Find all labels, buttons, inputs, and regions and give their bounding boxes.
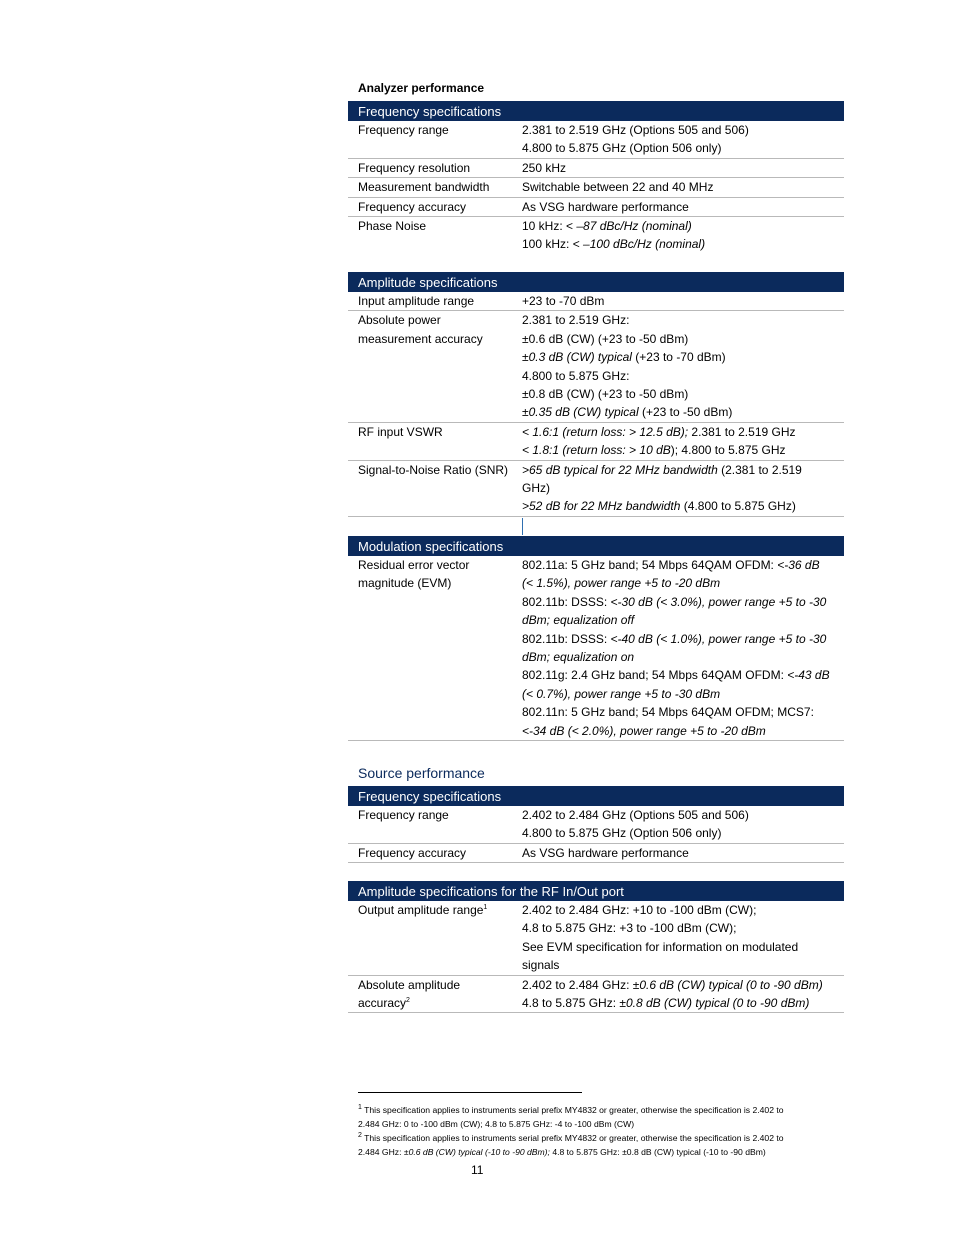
table-row: Absolute amplitude accuracy$^2$ 2.402 to 2.484 GHz: ±0.6 dB (CW) typical (0 to -90 dBm) 4.8 to 5.875 GHz: ±0.8 dB (CW) typical (0 to -90 dBm)	[348, 976, 844, 1014]
table-row: Signal-to-Noise Ratio (SNR) >65 dB typical for 22 MHz bandwidth (2.381 to 2.519 GHz) >52 dB for 22 MHz bandwidth (4.800 to 5.875 GHz)	[348, 461, 844, 517]
footnote-ref: 1	[483, 904, 488, 911]
table-row: Frequency accuracy As VSG hardware performance	[348, 844, 844, 863]
modulation-header: Modulation specifications	[348, 536, 844, 556]
table-row: Measurement bandwidth Switchable between 22 and 40 MHz	[348, 178, 844, 197]
text-cursor	[522, 518, 523, 535]
analyzer-amplitude-header: Amplitude specifications	[348, 272, 844, 292]
modulation-table	[348, 536, 844, 741]
source-amplitude-table	[348, 881, 844, 1013]
source-title: Source performance	[358, 765, 485, 781]
table-row: Residual error vector magnitude (EVM) 802.11a: 5 GHz band; 54 Mbps 64QAM OFDM: <-36 dB (< 1.5%), power range +5 to -20 dBm 802.11b: DSSS: <-30 dB (< 3.0%), power range +5 to -30 dBm; equalization off 802.11b: DSSS: <-40 dB (< 1.0%), power range +5 to -30 dBm; equalization on 802.11g: 2.4 GHz band; 54 Mbps 64QAM OFDM: <-43 dB (< 0.7%), power range +5 to -30 dBm 802.11n: 5 GHz band; 54 Mbps 64QAM OFDM; MCS7: <-34 dB (< 2.0%), power range +5 to -20 dBm	[348, 556, 844, 741]
table-row: Frequency range 2.402 to 2.484 GHz (Options 505 and 506) 4.800 to 5.875 GHz (Option 506 only)	[348, 806, 844, 844]
source-amplitude-header: Amplitude specifications for the RF In/Out port	[348, 881, 844, 901]
source-frequency-table	[348, 786, 844, 863]
table-row: Absolute power measurement accuracy 2.381 to 2.519 GHz: ±0.6 dB (CW) (+23 to -50 dBm) ±0.3 dB (CW) typical (+23 to -70 dBm) 4.800 to 5.875 GHz: ±0.8 dB (CW) (+23 to -50 dBm) ±0.35 dB (CW) typical (+23 to -50 dBm)	[348, 311, 844, 422]
analyzer-frequency-header: Frequency specifications	[348, 101, 844, 121]
footnote-2: $^2$ This specification applies to instruments serial prefix MY4832 or greater, otherwise the specification is 2.402 to 2.484 GHz: ±0.6 dB (CW) typical (-10 to -90 dBm); 4.8 to 5.875 GHz: ±0.8 dB (CW) typical (-10 to -90 dBm)	[358, 1132, 784, 1157]
table-row: Input amplitude range +23 to -70 dBm	[348, 292, 844, 311]
table-row: Frequency accuracy As VSG hardware performance	[348, 198, 844, 217]
source-frequency-header: Frequency specifications	[348, 786, 844, 806]
table-row: Phase Noise 10 kHz: < –87 dBc/Hz (nominal) 100 kHz: < –100 dBc/Hz (nominal)	[358, 219, 706, 252]
table-row: Output amplitude range$^1$ 2.402 to 2.484 GHz: +10 to -100 dBm (CW); 4.8 to 5.875 GHz: +3 to -100 dBm (CW); See EVM specification for information on modulated signals	[348, 901, 844, 976]
table-row: Frequency resolution 250 kHz	[348, 159, 844, 178]
table-row: RF input VSWR < 1.6:1 (return loss: > 12.5 dB); 2.381 to 2.519 GHz < 1.8:1 (return loss: > 10 dB); 4.800 to 5.875 GHz	[348, 423, 844, 461]
analyzer-frequency-table	[348, 101, 844, 254]
analyzer-amplitude-table	[348, 272, 844, 517]
analyzer-title: Analyzer performance	[358, 81, 485, 95]
page-number: 11	[471, 1163, 484, 1177]
footnote-1: $^1$ This specification applies to instruments serial prefix MY4832 or greater, otherwise the specification is 2.402 to 2.484 GHz: 0 to -100 dBm (CW); 4.8 to 5.875 GHz: -4 to -100 dBm (CW)	[358, 1104, 784, 1129]
footnote-ref: 2	[406, 997, 410, 1005]
footnote-separator	[358, 1092, 582, 1093]
table-row: Frequency range 2.381 to 2.519 GHz (Options 505 and 506) 4.800 to 5.875 GHz (Option 506 only)	[348, 121, 844, 159]
